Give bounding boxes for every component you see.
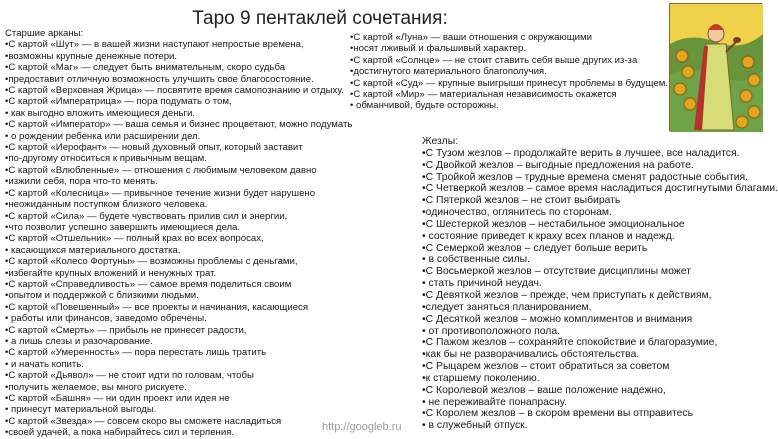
wands-line: • в служебный отпуск. [422,420,528,432]
major-arcana-line: • о рождении ребенка или расширении дел. [5,130,201,142]
page-title: Таро 9 пентаклей сочетания: [192,8,448,29]
major-arcana-line: •С картой «Иерофант» — новый духовный опыт, который заставит [5,142,303,154]
wands-line: •С Пажом жезлов – сохраняйте спокойствие и благоразумие, [422,337,718,349]
wands-line: •следует заняться планированием. [422,301,592,313]
wands-line: •С Четверкой жезлов – самое время насладиться достигнутыми благами. [422,183,778,195]
wands-line: •С Королем жезлов – в скором времени вы отправитесь [422,408,694,420]
major-arcana-line: • касающихся материального достатка. [5,244,181,256]
major-arcana-heading: Старшие арканы: [5,28,84,39]
major-arcana-line: •С картой «Отшельник» — полный крах во всех вопросах, [5,233,264,245]
major-arcana-line: •С картой «Звезда» — совсем скоро вы сможете насладиться [5,415,282,427]
major-arcana-line: •что позволит успешно завершить имеющиеся дела. [5,221,241,233]
major-arcana-line: •С картой «Дьявол» — не стоит идти по головам, чтобы [5,370,254,382]
major-arcana-continued-line: •С картой «Солнце» — не стоит ставить себя выше других из-за [350,54,638,66]
wands-line: • стать причиной неудач. [422,278,542,290]
major-arcana-continued-line: •С картой «Мир» — материальная независимость окажется [350,89,617,101]
wands-line: •С Тройкой жезлов – трудные времена сменят радостные события. [422,171,749,183]
wands-column [422,136,778,432]
major-arcana-line: •возможны крупные денежные потери. [5,50,178,62]
wands-line: •как бы не разворачивались обстоятельства. [422,349,640,361]
major-arcana-line: •изжили себя, пора что-то менять. [5,176,158,188]
major-arcana-continued-line: •С картой «Суд» — крупные выигрыши принесут проблемы в будущем. [350,77,668,89]
wands-line: •С Тузом жезлов – продолжайте верить в лучшее, все наладится. [422,147,740,159]
wands-line: •С Девяткой жезлов – прежде, чем приступать к действиям, [422,289,712,301]
wands-line: •одиночество, оглянитесь по сторонам. [422,207,612,219]
major-arcana-line: •С картой «Шут» — в вашей жизни наступают непростые времена, [5,39,304,51]
major-arcana-line: •С картой «Башня» — ни один проект или идея не [5,393,230,404]
wands-line: •С Восьмеркой жезлов – отсутствие дисциплины может [422,266,691,278]
major-arcana-line: •своей удачей, а пока набирайтесь сил и терпения. [5,427,235,439]
wands-line: •к старшему поколению. [422,372,540,384]
major-arcana-line: •получить желаемое, вы много рискуете. [5,381,187,393]
major-arcana-line: • а лишь слезы и разочарование. [5,335,153,347]
major-arcana-line: •С картой «Сила» — будете чувствовать прилив сил и энергии, [5,210,288,222]
wands-line: • не переживайте понапрасну. [422,396,567,408]
major-arcana-continued-line: • обманчивой, будьте осторожны. [350,100,499,112]
major-arcana-line: •С картой «Влюбленные» — отношения с любимым человеком давно [5,164,317,176]
major-arcana-continued-line: •С картой «Луна» — ваши отношения с окружающими [350,32,592,43]
major-arcana-continued-line: •носят лживый и фальшивый характер. [350,43,526,55]
wands-line: • от противоположного пола. [422,325,561,337]
major-arcana-line: •С картой «Императрица» — пора подумать о том, [5,96,232,108]
major-arcana-line: •предоставит отличную возможность улучшить свое благосостояние. [5,73,314,85]
major-arcana-continued-line: •достигнутого материального благополучия. [350,66,547,78]
major-arcana-continued-column [350,32,668,112]
major-arcana-line: •неожиданным поступком близкого человека. [5,199,208,211]
watermark: http://googleb.ru [322,421,402,433]
major-arcana-column [5,28,353,439]
major-arcana-line: •С картой «Смерть» — прибыль не принесет радости, [5,324,247,336]
wands-heading: Жезлы: [422,136,459,147]
wands-line: •С Пятеркой жезлов – не стоит выбирать [422,195,621,207]
major-arcana-line: •С картой «Император» — ваша семья и бизнес процветают, можно подумать [5,119,353,131]
major-arcana-line: •С картой «Повешенный» — все проекты и начинания, касающиеся [5,301,309,313]
wands-line: •С Семеркой жезлов – следует больше верить [422,242,648,254]
wands-line: • состояние приведет к краху всех планов и надежд. [422,230,675,242]
major-arcana-line: •С картой «Умеренность» — пора перестать лишь тратить [5,347,267,359]
major-arcana-line: •С картой «Колесо Фортуны» — возможны проблемы с деньгами, [5,256,298,268]
major-arcana-line: •С картой «Маг» — следует быть внимательным, скоро судьба [5,62,286,74]
wands-line: •С Десяткой жезлов – можно комплиментов и внимания [422,313,693,325]
major-arcana-line: •С картой «Справедливость» — самое время поделиться своим [5,278,292,290]
wands-line: •С Королевой жезлов – ваше положение надежно, [422,384,666,396]
wands-line: • в собственные силы. [422,254,531,266]
major-arcana-line: • как выгодно вложить имеющиеся деньги. [5,107,196,119]
major-arcana-line: •по-другому относиться к привычным вещам. [5,153,207,165]
major-arcana-line: •С картой «Верховная Жрица» — посвятите время самопознанию и отдыху. [5,85,344,97]
wands-line: •С Двойкой жезлов – выгодные предложения на работе. [422,159,694,171]
wands-line: •С Рыцарем жезлов – стоит обратиться за советом [422,361,670,373]
major-arcana-line: •опытом и поддержкой с близкими людьми. [5,290,199,302]
major-arcana-line: •С картой «Колесница» — привычное течение жизни будет нарушено [5,187,316,199]
major-arcana-line: • работы или финансов, заведомо обречены. [5,313,207,325]
nine-of-pentacles-card-image [669,3,762,131]
wands-line: •С Шестеркой жезлов – нестабильное эмоциональное [422,218,685,230]
major-arcana-line: • и начать копить. [5,358,84,370]
major-arcana-line: • принесут материальной выгоды. [5,404,157,416]
major-arcana-line: •избегайте крупных вложений и ненужных трат. [5,267,217,279]
